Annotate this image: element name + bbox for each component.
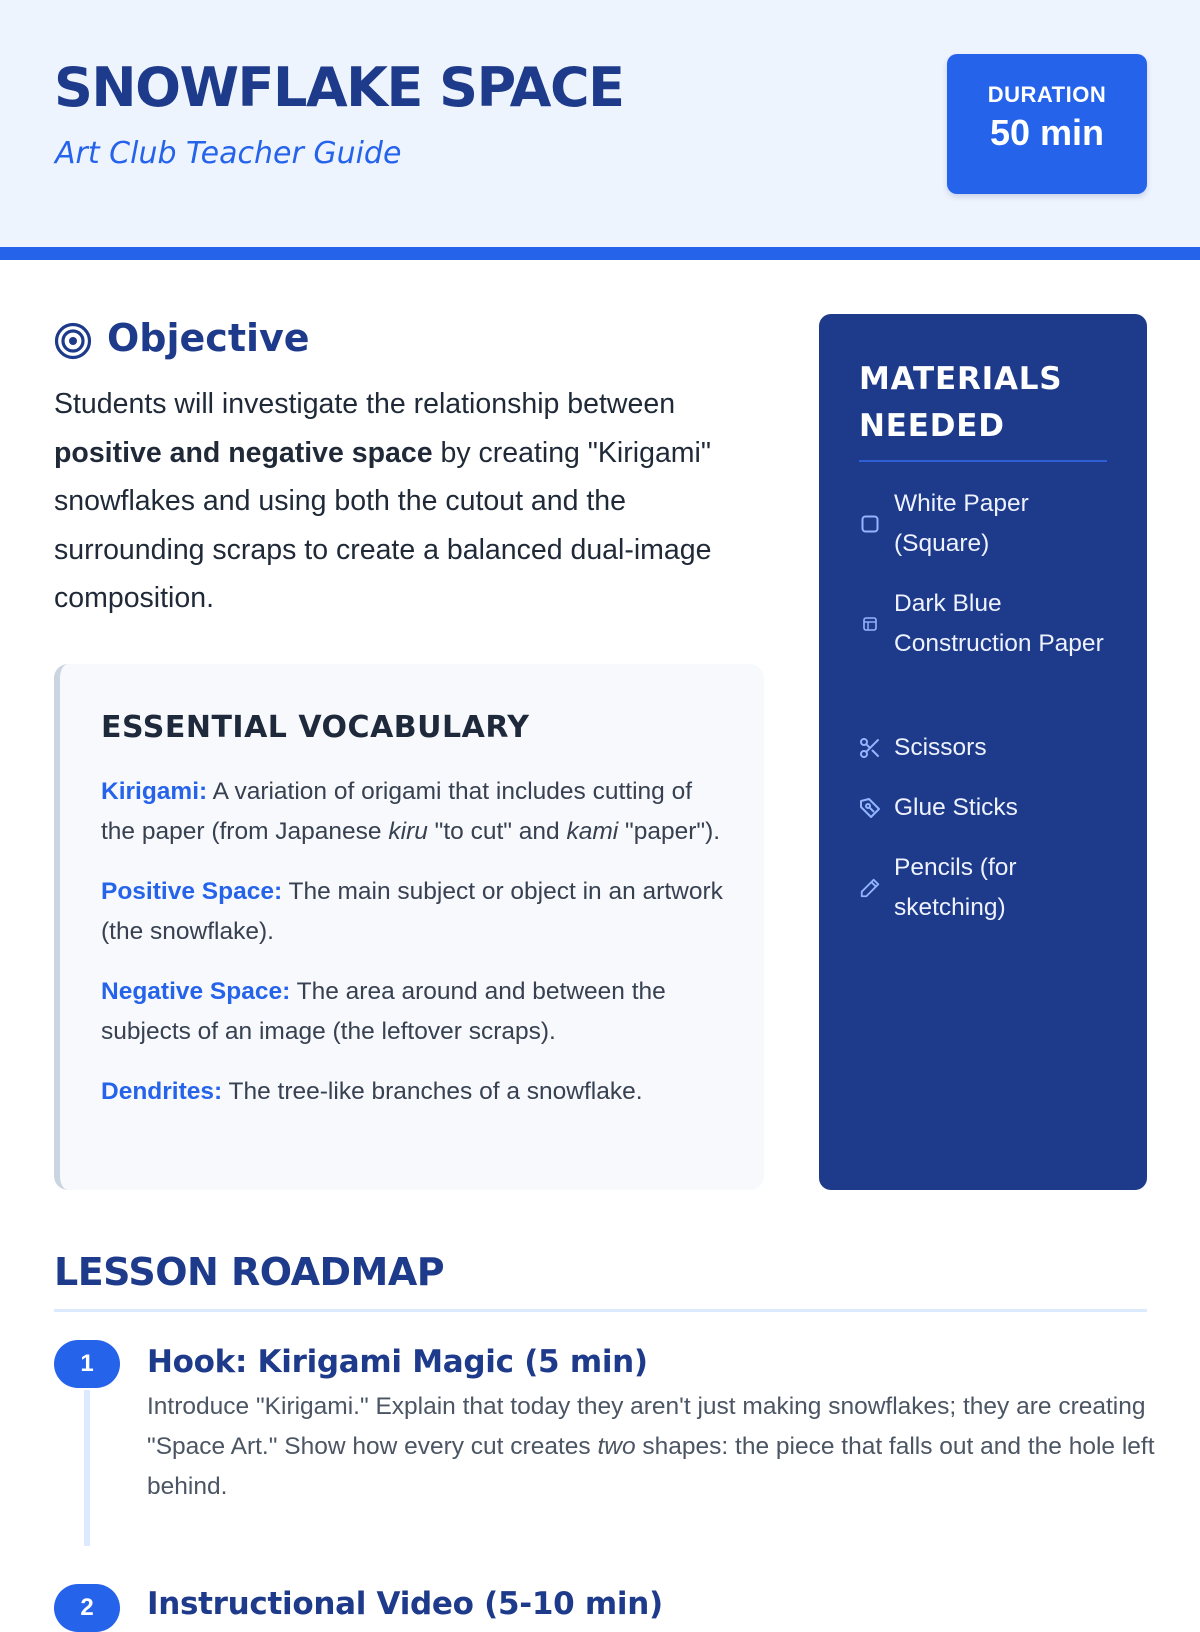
material-item [859, 848, 1119, 928]
pencil-icon [859, 877, 881, 899]
vocab-item: Dendrites: The tree-like branches of a snowflake. [101, 1078, 643, 1105]
timeline-line [84, 1390, 90, 1546]
paper-icon [859, 613, 881, 635]
vocab-item: Kirigami: A variation of origami that includes cutting of the paper (from Japanese kiru "to cut" and kami "paper"). [101, 778, 721, 845]
materials-panel [819, 314, 1147, 1190]
material-label: Scissors [894, 734, 987, 761]
material-label: Pencils (for sketching) [894, 854, 1017, 921]
header-divider [0, 247, 1200, 260]
step-title: Hook: Kirigami Magic (5 min) [147, 1344, 648, 1380]
material-label: Dark Blue Construction Paper [894, 590, 1104, 657]
vocabulary-list [101, 772, 731, 1132]
vocab-item: Negative Space: The area around and between the subjects of an image (the leftover scraps). [101, 978, 666, 1045]
objective-highlight: positive and negative space [54, 436, 433, 469]
roadmap-divider [54, 1309, 1147, 1312]
vocab-term: Positive Space: [101, 878, 283, 905]
material-item [859, 728, 1119, 768]
step-description: Introduce "Kirigami." Explain that today they aren't just making snowflakes; they are creating "Space Art." Show how every cut creates two shapes: the piece that falls out and the hole left behind. [147, 1393, 1155, 1500]
objective-title: Objective [107, 316, 310, 360]
vocabulary-card [54, 664, 764, 1190]
duration-badge [947, 54, 1147, 194]
roadmap-title: LESSON ROADMAP [54, 1250, 445, 1294]
materials-divider [859, 460, 1107, 462]
materials-title: MATERIALS NEEDED [859, 361, 1063, 444]
square-icon [859, 513, 881, 535]
vocabulary-title: ESSENTIAL VOCABULARY [101, 710, 530, 745]
header-banner [0, 0, 1200, 248]
objective-text: Students will investigate the relationship between positive and negative space by creating "Kirigami" snowflakes and using both the cutout and the surrounding scraps to create a balanced dual-image composition. [54, 388, 712, 614]
material-label: Glue Sticks [894, 794, 1018, 821]
vocab-term: Negative Space: [101, 978, 291, 1005]
material-item [859, 584, 1119, 664]
scissors-icon [859, 737, 881, 759]
step-title: Instructional Video (5-10 min) [147, 1586, 663, 1622]
step-number-badge: 2 [54, 1584, 120, 1632]
duration-label: DURATION [987, 82, 1107, 107]
target-icon [54, 322, 92, 360]
material-item [859, 484, 1119, 564]
vocab-term: Kirigami: [101, 778, 208, 805]
material-item [859, 788, 1119, 828]
vocab-term: Dendrites: [101, 1078, 223, 1105]
duration-value: 50 min [989, 112, 1105, 153]
glue-icon [859, 797, 881, 819]
step-number-badge: 1 [54, 1340, 120, 1388]
material-label: White Paper (Square) [894, 490, 1029, 557]
page-title: SNOWFLAKE SPACE [54, 56, 624, 119]
page-subtitle: Art Club Teacher Guide [55, 136, 402, 171]
vocab-item: Positive Space: The main subject or object in an artwork (the snowflake). [101, 878, 723, 945]
